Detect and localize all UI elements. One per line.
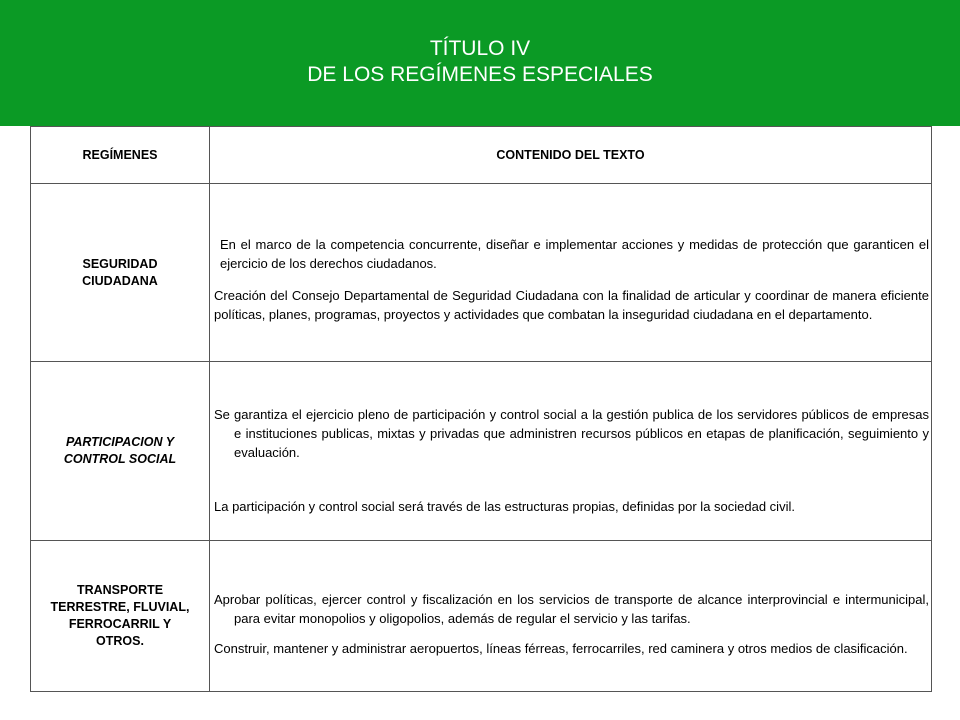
content-paragraph: Se garantiza el ejercicio pleno de participación y control social a la gestión publica de los servidores públicos de empresas e instituciones publicas, mixtas y privadas que administren recursos públicos en etapas de planificación, seguimiento y evaluación. — [214, 406, 929, 460]
content-cell — [210, 362, 932, 541]
content-paragraph: En el marco de la competencia concurrente, diseñar e implementar acciones y medidas de protección que garanticen el ejercicio de los derechos ciudadanos. — [220, 237, 929, 271]
regimen-label: SEGURIDAD CIUDADANA — [82, 256, 158, 288]
table-row — [31, 541, 932, 692]
content-paragraph: Aprobar políticas, ejercer control y fiscalización en los servicios de transporte de alcance interprovincial e intermunicipal, para evitar monopolios y oligopolios, además de regular el servicio y las tarifas. — [214, 592, 929, 626]
regimen-cell — [31, 362, 210, 541]
regimes-table — [30, 126, 932, 692]
title-line-2: DE LOS REGÍMENES ESPECIALES — [307, 63, 653, 86]
regimen-label: PARTICIPACION Y CONTROL SOCIAL — [63, 435, 177, 466]
table-row — [31, 184, 932, 362]
title-banner — [0, 0, 960, 126]
table-row — [31, 362, 932, 541]
table-header-row — [31, 127, 932, 184]
content-cell — [210, 184, 932, 362]
column-header-regimenes: REGÍMENES — [31, 127, 210, 184]
column-header-contenido: CONTENIDO DEL TEXTO — [210, 127, 932, 184]
content-paragraph: Construir, mantener y administrar aeropuertos, líneas férreas, ferrocarriles, red caminera y otros medios de clasificación. — [214, 641, 908, 656]
content-paragraph: Creación del Consejo Departamental de Seguridad Ciudadana con la finalidad de articular y coordinar de manera eficiente políticas, planes, programas, proyectos y actividades que combatan la inseguridad ciudadana en el departamento. — [214, 288, 929, 322]
regimen-cell — [31, 541, 210, 692]
title-line-1: TÍTULO IV — [429, 37, 531, 60]
content-paragraph: La participación y control social será través de las estructuras propias, definidas por la sociedad civil. — [214, 498, 795, 514]
content-cell — [210, 541, 932, 692]
regimen-cell — [31, 184, 210, 362]
regimen-label: TRANSPORTE TERRESTRE, FLUVIAL, FERROCARRIL Y OTROS. — [50, 583, 190, 648]
